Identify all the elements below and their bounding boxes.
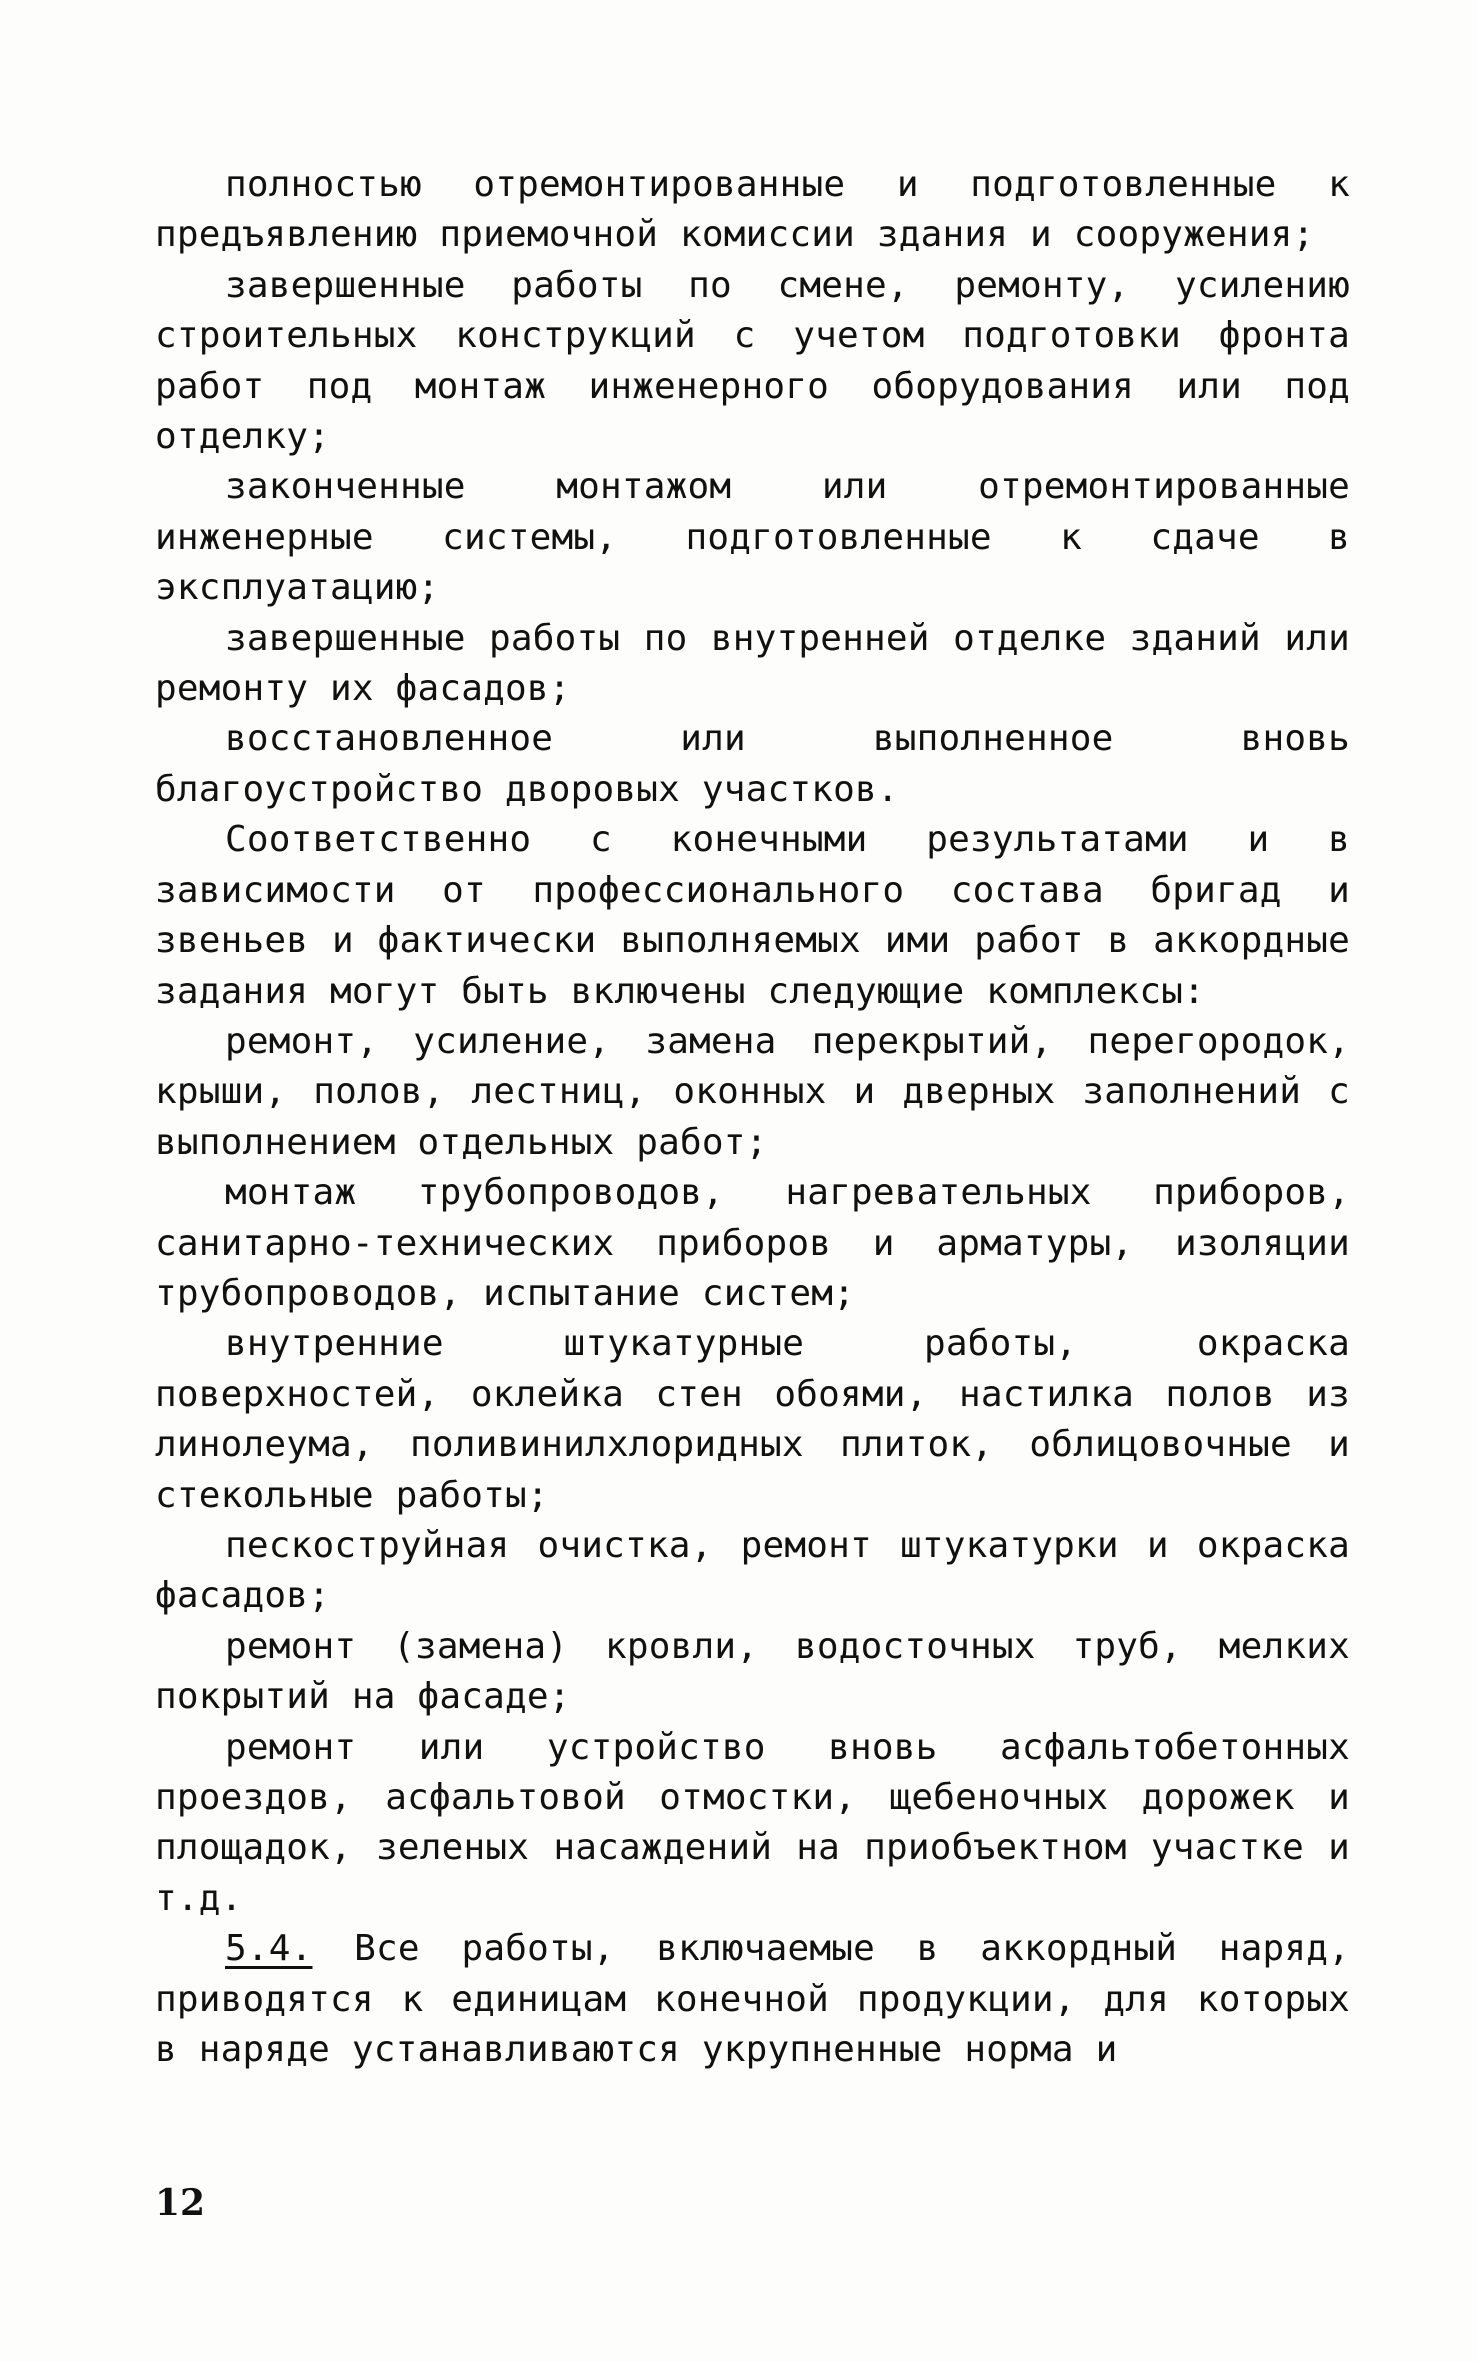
list-item-pipelines: монтаж трубопроводов, нагревательных приборов, санитарно-технических приборов и арматуры, изоляции трубопроводов, испытание систем;: [155, 1172, 1350, 1314]
list-item-repair-floors-roofs: ремонт, усиление, замена перекрытий, перегородок, крыши, полов, лестниц, оконных и дверных заполнений с выполнением отдельных работ;: [155, 1020, 1350, 1163]
section-text: Все работы, включаемые в аккордный наряд, приводятся к единицам конечной продукции, для которых в наряде устанавливаются укрупненные норма и: [155, 1928, 1350, 2071]
page-number: 12: [155, 2182, 206, 2224]
list-item-plaster-painting: внутренние штукатурные работы, окраска поверхностей, оклейка стен обоями, настилка полов из линолеума, поливинилхлоридных плиток, облицовочные и стекольные работы;: [155, 1323, 1350, 1516]
list-item-landscaping: восстановленное или выполненное вновь благоустройство дворовых участков.: [155, 718, 1350, 810]
body-text: [155, 160, 1350, 2075]
list-item-asphalt-works: ремонт или устройство вновь асфальтобетонных проездов, асфальтовой отмостки, щебеночных дорожек и площадок, зеленых насаждений на приобъектном участке и т.д.: [155, 1726, 1350, 1919]
list-item-roofing: ремонт (замена) кровли, водосточных труб, мелких покрытий на фасаде;: [155, 1625, 1350, 1718]
list-item-engineering-systems: законченные монтажом или отремонтированные инженерные системы, подготовленные к сдаче в эксплуатацию;: [155, 466, 1350, 609]
list-item-structural-works: завершенные работы по смене, ремонту, усилению строительных конструкций с учетом подготовки фронта работ под монтаж инженерного оборудования или под отделку;: [155, 264, 1350, 458]
section-5-4-paragraph: [155, 1924, 1350, 2075]
list-item-completed-buildings: полностью отремонтированные и подготовленные к предъявлению приемочной комиссии здания и сооружения;: [155, 164, 1350, 256]
section-number: 5.4.: [225, 1928, 313, 1970]
list-item-facade-cleaning: пескоструйная очистка, ремонт штукатурки и окраска фасадов;: [155, 1524, 1350, 1617]
list-item-interior-finishing: завершенные работы по внутренней отделке зданий или ремонту их фасадов;: [155, 617, 1350, 710]
paragraph-complexes-intro: Соответственно с конечными результатами и в зависимости от профессионального состава бригад и звеньев и фактически выполняемых ими работ в аккордные задания могут быть включены следующие комплексы:: [155, 819, 1350, 1012]
